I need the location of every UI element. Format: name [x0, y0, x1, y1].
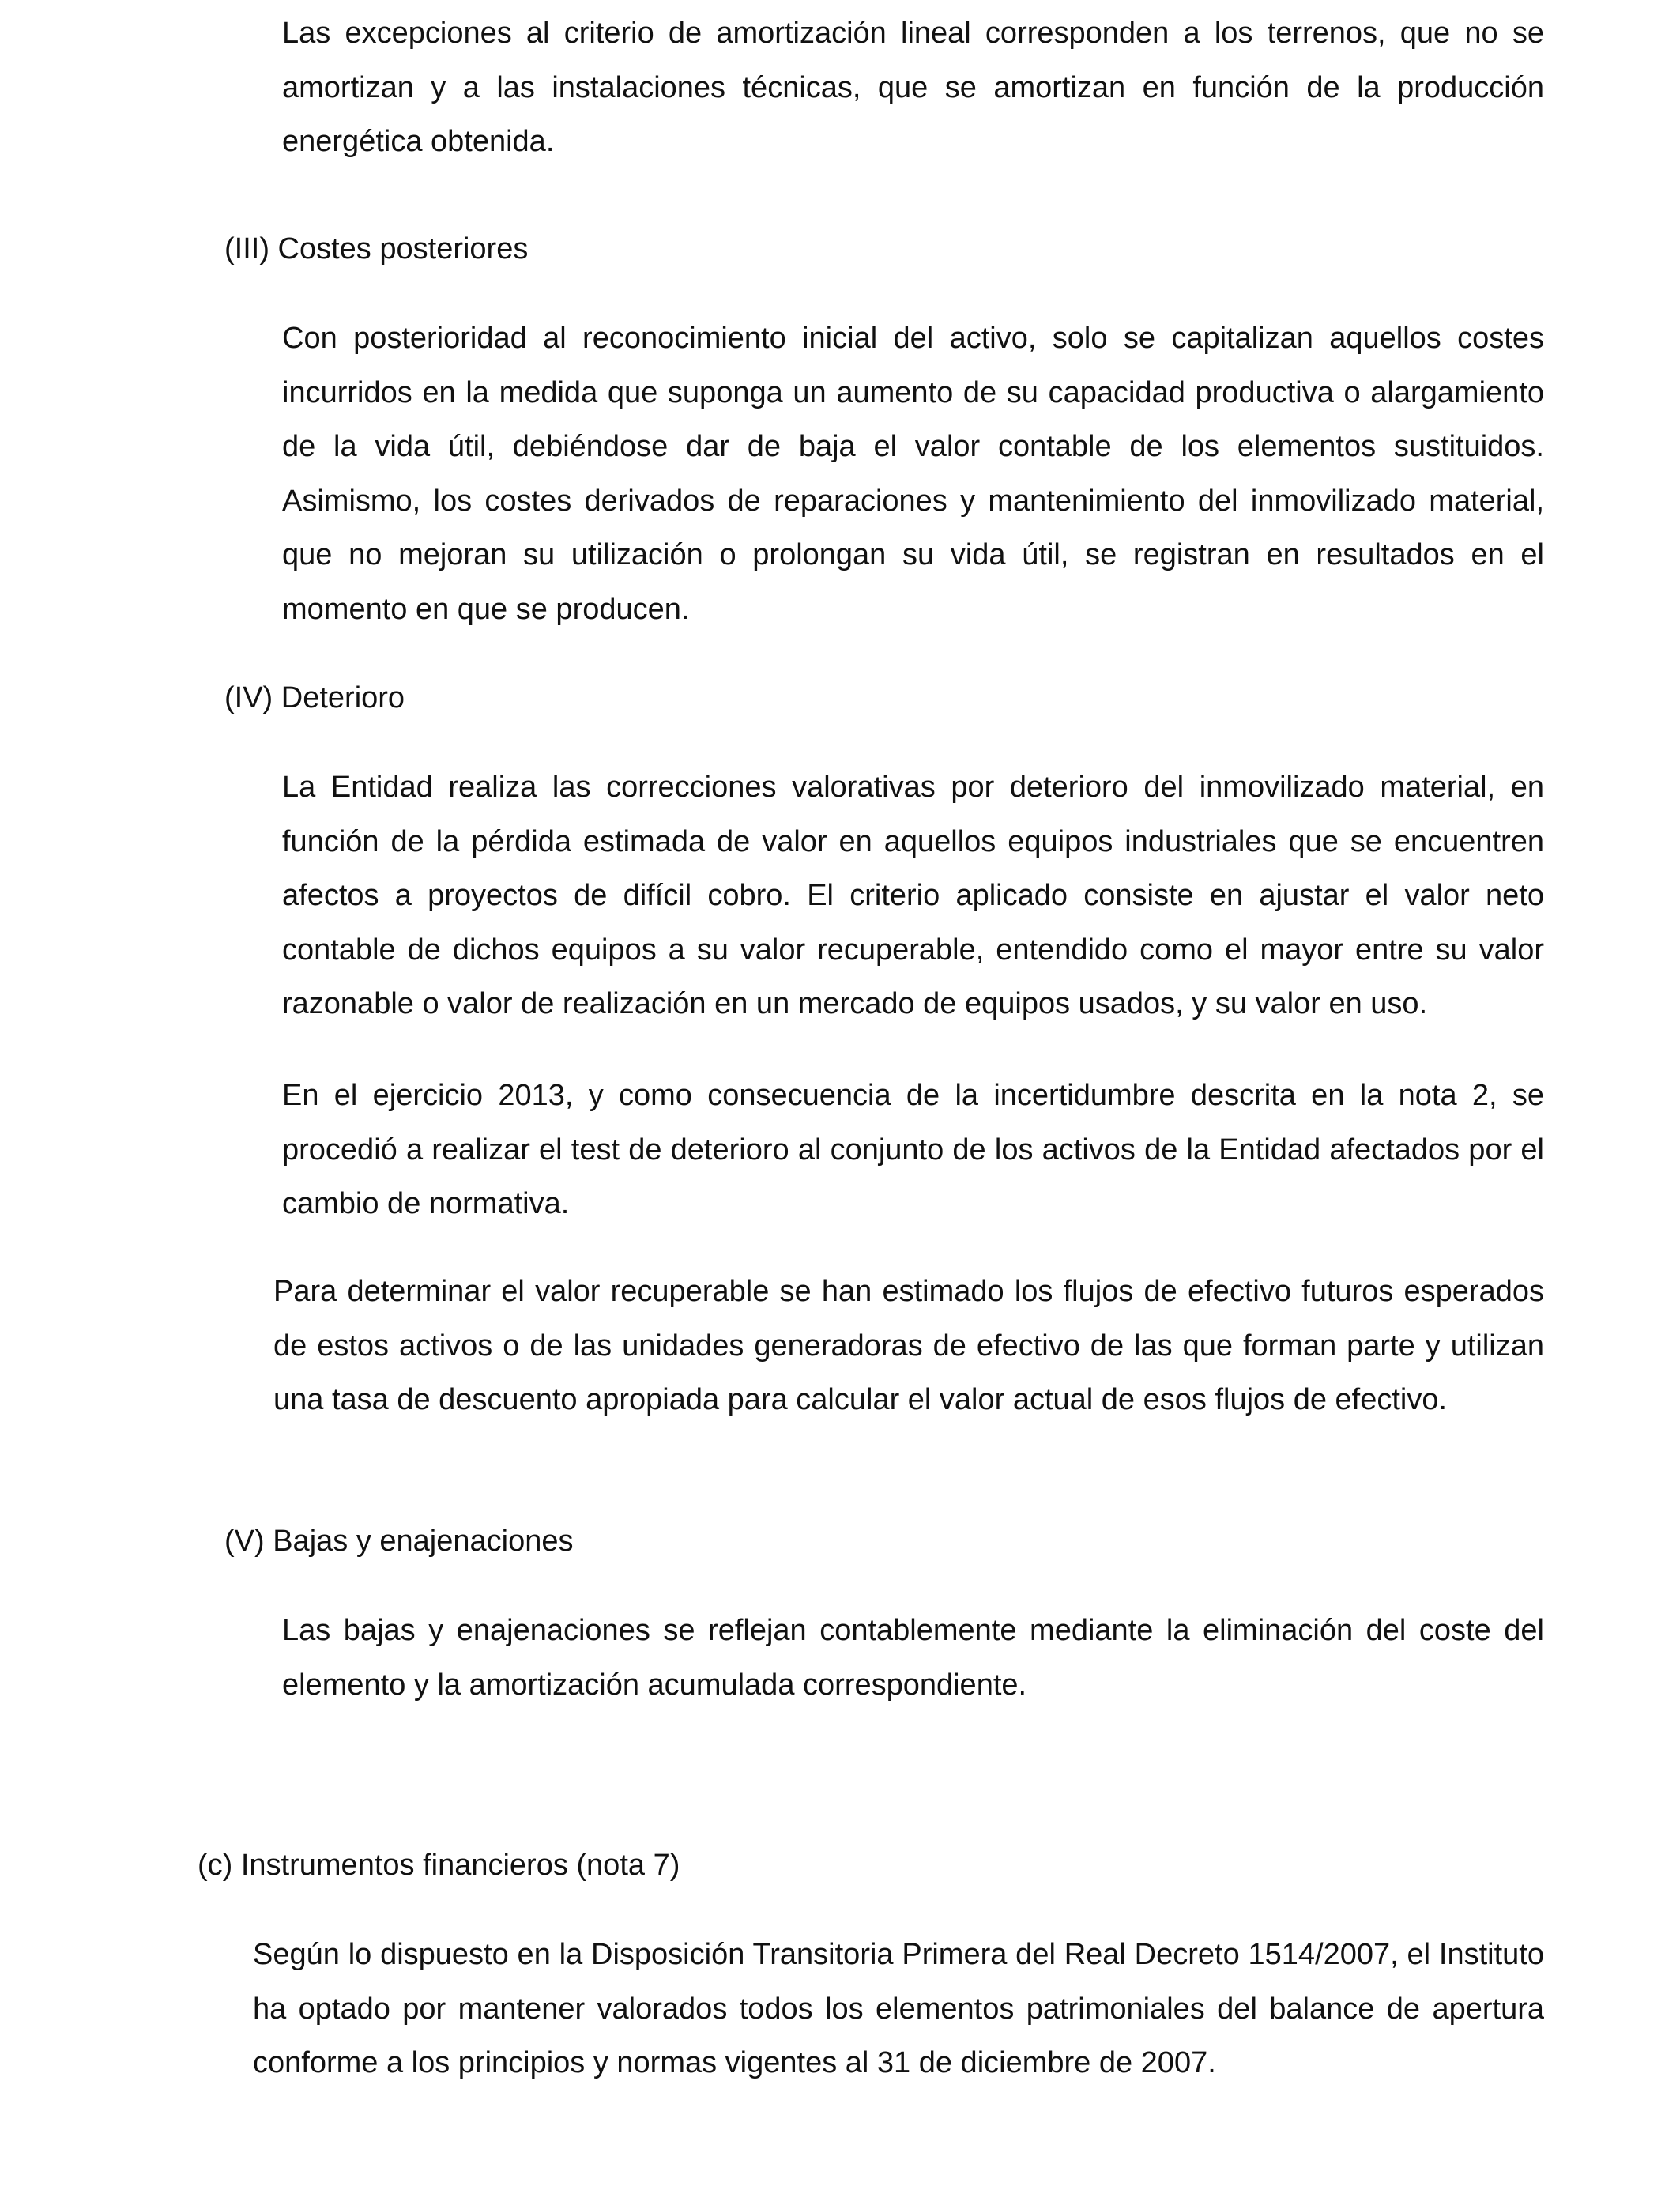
paragraph-instrumentos-financieros: Según lo dispuesto en la Disposición Transitoria Primera del Real Decreto 1514/2007, el Instituto ha optado por mantener valorados todos los elementos patrimoniales del balance de apertura conforme a los principios y normas vigentes al 31 de diciembre de 2007.: [253, 1938, 1544, 2079]
heading-bajas-enajenaciones: (V) Bajas y enajenaciones: [224, 1525, 574, 1558]
heading-instrumentos-financieros: (c) Instrumentos financieros (nota 7): [198, 1849, 680, 1882]
heading-deterioro: (IV) Deterioro: [224, 681, 405, 714]
paragraph-deterioro-ejercicio-2013: En el ejercicio 2013, y como consecuencia de la incertidumbre descrita en la nota 2, se procedió a realizar el test de deterioro al conjunto de los activos de la Entidad afectados por el cambio de normativa.: [282, 1079, 1544, 1220]
heading-costes-posteriores: (III) Costes posteriores: [224, 232, 529, 266]
paragraph-deterioro-valor-recuperable: Para determinar el valor recuperable se han estimado los flujos de efectivo futuros esperados de estos activos o de las unidades generadoras de efectivo de las que forman parte y utilizan una tasa de descuento apropiada para calcular el valor actual de esos flujos de efectivo.: [273, 1275, 1544, 1416]
paragraph-deterioro-correcciones: La Entidad realiza las correcciones valorativas por deterioro del inmovilizado material, en función de la pérdida estimada de valor en aquellos equipos industriales que se encuentren afectos a proyectos de difícil cobro. El criterio aplicado consiste en ajustar el valor neto contable de dichos equipos a su valor recuperable, entendido como el mayor entre su valor razonable o valor de realización en un mercado de equipos usados, y su valor en uso.: [282, 771, 1544, 1020]
paragraph-costes-posteriores: Con posterioridad al reconocimiento inicial del activo, solo se capitalizan aquellos costes incurridos en la medida que suponga un aumento de su capacidad productiva o alargamiento de la vida útil, debiéndose dar de baja el valor contable de los elementos sustituidos. Asimismo, los costes derivados de reparaciones y mantenimiento del inmovilizado material, que no mejoran su utilización o prolongan su vida útil, se registran en resultados en el momento en que se producen.: [282, 322, 1544, 626]
intro-paragraph: Las excepciones al criterio de amortización lineal corresponden a los terrenos, que no se amortizan y a las instalaciones técnicas, que se amortizan en función de la producción energética obtenida.: [282, 17, 1544, 158]
paragraph-bajas-enajenaciones: Las bajas y enajenaciones se reflejan contablemente mediante la eliminación del coste del elemento y la amortización acumulada correspondiente.: [282, 1614, 1544, 1702]
